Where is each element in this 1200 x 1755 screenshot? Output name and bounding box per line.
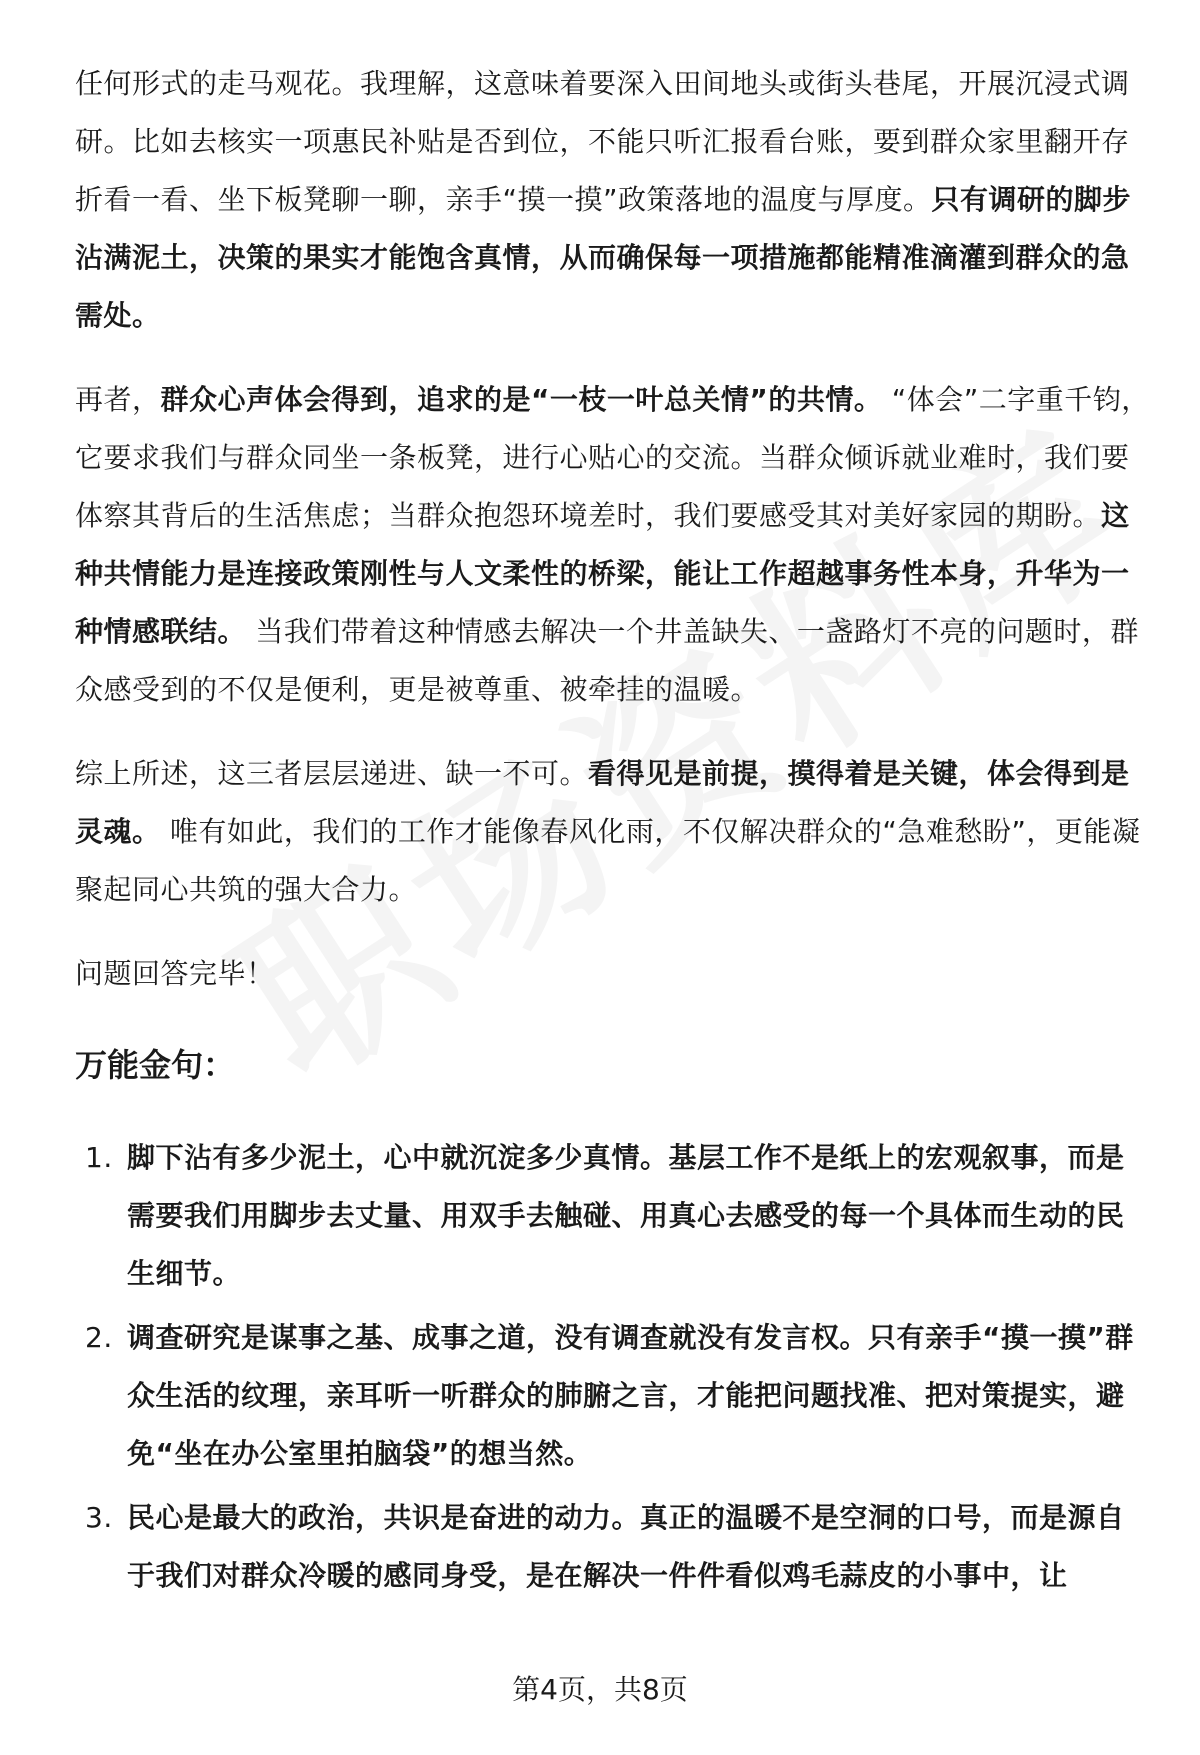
list-item-text: 调查研究是谋事之基、成事之道，没有调查就没有发言权。只有亲手“摸一摸”群众生活的纹理，亲耳听一听群众的肺腑之言，才能把问题找准、把对策提实，避免“坐在办公室里拍脑袋”的想当然。 bbox=[127, 1321, 1134, 1470]
text-run: 问题回答完毕！ bbox=[75, 957, 275, 990]
bold-text-run: 只有调研的脚步沾满泥土，决策的果实才能饱含真情，从而确保每一项措施都能精准滴灌到群众的急需处。 bbox=[75, 183, 1132, 332]
list-item bbox=[75, 1309, 1150, 1483]
text-run: 唯有如此，我们的工作才能像春风化雨，不仅解决群众的“急难愁盼”，更能凝聚起同心共筑的强大合力。 bbox=[75, 815, 1141, 906]
body-paragraph bbox=[75, 945, 1150, 1003]
list-item-text: 民心是最大的政治，共识是奋进的动力。真正的温暖不是空洞的口号，而是源自于我们对群众冷暖的感同身受，是在解决一件件看似鸡毛蒜皮的小事中，让 bbox=[127, 1501, 1125, 1592]
body-paragraph bbox=[75, 371, 1150, 719]
list-item-number: 2. bbox=[85, 1321, 113, 1354]
page-content bbox=[75, 55, 1150, 1605]
bold-text-run: 这种共情能力是连接政策刚性与人文柔性的桥梁，能让工作超越事务性本身，升华为一种情感联结。 bbox=[75, 499, 1130, 648]
golden-quotes-list bbox=[75, 1129, 1150, 1605]
text-run: 综上所述，这三者层层递进、缺一不可。 bbox=[75, 757, 589, 790]
list-item-number: 3. bbox=[85, 1501, 113, 1534]
body-paragraph bbox=[75, 55, 1150, 345]
text-run: 任何形式的走马观花。我理解，这意味着要深入田间地头或街头巷尾，开展沉浸式调研。比如去核实一项惠民补贴是否到位，不能只听汇报看台账，要到群众家里翻开存折看一看、坐下板凳聊一聊，亲手“摸一摸”政策落地的温度与厚度。 bbox=[75, 67, 1130, 216]
text-run: 再者， bbox=[75, 383, 161, 416]
list-item bbox=[75, 1489, 1150, 1605]
list-item-number: 1. bbox=[85, 1141, 113, 1174]
bold-text-run: 看得见是前提，摸得着是关键，体会得到是灵魂。 bbox=[75, 757, 1130, 848]
bold-text-run: 群众心声体会得到，追求的是“一枝一叶总关情”的共情。 bbox=[160, 383, 883, 416]
page-number-footer: 第4页，共8页 bbox=[512, 1673, 688, 1706]
list-item bbox=[75, 1129, 1150, 1303]
body-paragraphs bbox=[75, 55, 1150, 1003]
text-run: 当我们带着这种情感去解决一个井盖缺失、一盏路灯不亮的问题时，群众感受到的不仅是便利，更是被尊重、被牵挂的温暖。 bbox=[75, 615, 1139, 706]
list-item-text: 脚下沾有多少泥土，心中就沉淀多少真情。基层工作不是纸上的宏观叙事，而是需要我们用脚步去丈量、用双手去触碰、用真心去感受的每一个具体而生动的民生细节。 bbox=[127, 1141, 1125, 1290]
body-paragraph bbox=[75, 745, 1150, 919]
text-run: “体会”二字重千钧，它要求我们与群众同坐一条板凳，进行心贴心的交流。当群众倾诉就业难时，我们要体察其背后的生活焦虑；当群众抱怨环境差时，我们要感受其对美好家园的期盼。 bbox=[75, 383, 1150, 532]
section-heading: 万能金句： bbox=[75, 1046, 236, 1084]
